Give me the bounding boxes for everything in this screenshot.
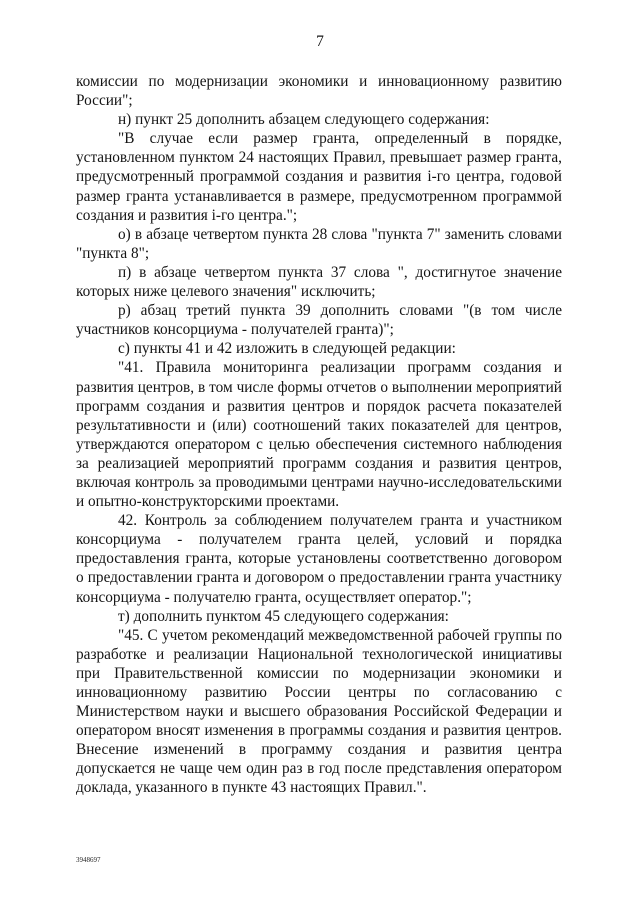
paragraph-point-41: "41. Правила мониторинга реализации программ создания и развития центров, в том числе формы отчетов о выполнении мероприятий программ создания и развития центров и порядок расчета показателей результативности и (или) соотношений таких показателей для центров, утверждаются оператором с целью обеспечения системного наблюдения за реализацией мероприятий программ создания и развития центров, включая контроль за проводимыми центрами научно-исследовательскими и опытно-конструкторскими проектами. [76, 359, 562, 511]
paragraph-point-42: 42. Контроль за соблюдением получателем гранта и участником консорциума - получателем гранта целей, условий и порядка предоставления гранта, которые установлены соответственно договором о предоставлении гранта и договором о предоставлении гранта участнику консорциума - получателю гранта, осуществляет оператор."; [76, 512, 562, 606]
paragraph-item-s: с) пункты 41 и 42 изложить в следующей редакции: [118, 340, 456, 358]
document-body [76, 72, 562, 798]
paragraph-item-p: п) в абзаце четвертом пункта 37 слова ", достигнутое значение которых ниже целевого значения" исключить; [76, 263, 562, 301]
page-number: 7 [316, 33, 324, 50]
paragraph-item-t: т) дополнить пунктом 45 следующего содержания: [118, 607, 449, 625]
paragraph-quote-grant-size: "В случае если размер гранта, определенный в порядке, установленном пунктом 24 настоящих Правил, превышает размер гранта, предусмотренный программой создания и развития i-го центра, годовой размер гранта устанавливается в размере, предусмотренном программой создания и развития i-го центра."; [76, 130, 562, 224]
paragraph-item-r: р) абзац третий пункта 39 дополнить словами "(в том числе участников консорциума - получателей гранта)"; [76, 302, 562, 339]
paragraph-continuation: комиссии по модернизации экономики и инновационному развитию России"; [76, 73, 562, 110]
paragraph-item-o: о) в абзаце четвертом пункта 28 слова "пункта 7" заменить словами "пункта 8"; [76, 225, 562, 262]
paragraph-item-n: н) пункт 25 дополнить абзацем следующего содержания: [118, 111, 490, 129]
paragraph-point-45: "45. С учетом рекомендаций межведомственной рабочей группы по разработке и реализации Национальной технологической инициативы при Правительственной комиссии по модернизации экономики и инновационному развитию России центры по согласованию с Министерством науки и высшего образования Российской Федерации и оператором вносят изменения в программы создания и развития центров. Внесение изменений в программу создания и развития центра допускается не чаще чем один раз в год после представления оператором доклада, указанного в пункте 43 настоящих Правил.". [76, 626, 562, 797]
document-code: 3948697 [76, 856, 101, 864]
